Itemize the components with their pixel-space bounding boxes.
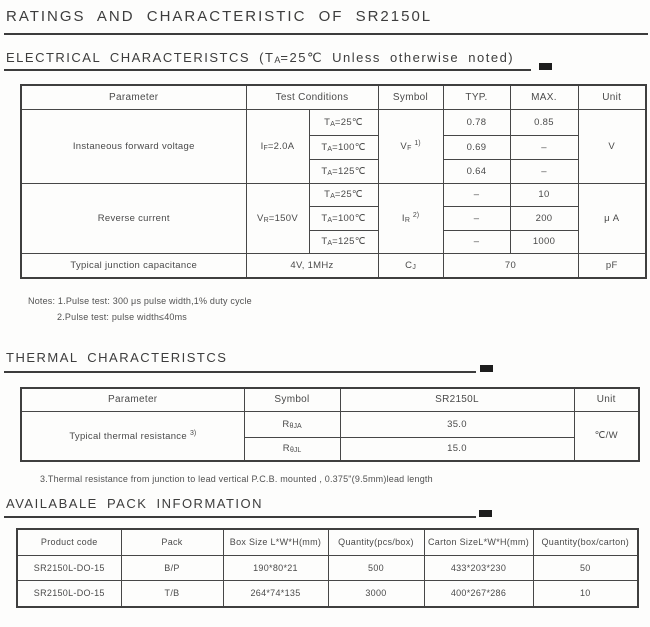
cell-product-code: SR2150L-DO-15 — [17, 555, 121, 580]
subscript: A — [327, 145, 333, 153]
cell-max: – — [510, 135, 578, 159]
cell-temperature — [309, 183, 378, 206]
symbol-base: T — [321, 212, 328, 224]
cell-test-condition — [246, 109, 309, 183]
cell-max: 0.85 — [510, 109, 578, 135]
cell-typ: – — [443, 183, 510, 206]
symbol-base: R — [282, 443, 290, 455]
note-1: Notes: 1.Pulse test: 300 μs pulse width,1% duty cycle — [28, 296, 252, 306]
subscript: θJA — [289, 422, 302, 430]
cell-box-size: 190*80*21 — [223, 555, 328, 580]
cell-max: – — [510, 159, 578, 183]
cell-symbol — [378, 253, 443, 278]
superscript-note-ref: 3) — [189, 429, 197, 437]
cell-typ: – — [443, 230, 510, 253]
pack-row-bp — [17, 555, 638, 580]
cell-carton-size: 400*267*286 — [424, 580, 533, 607]
cell-quantity-carton: 50 — [533, 555, 638, 580]
symbol-base: T — [321, 236, 328, 247]
symbol-base: I — [401, 213, 405, 224]
col-header-product-code: Product code — [17, 529, 121, 555]
symbol-base: I — [260, 140, 264, 152]
heading-text: =25℃ Unless otherwise noted) — [280, 50, 515, 65]
thermal-underline — [4, 371, 476, 373]
cell-unit: ℃/W — [574, 411, 639, 461]
col-header-box-size: Box Size L*W*H(mm) — [223, 529, 328, 555]
cell-parameter: Typical junction capacitance — [21, 253, 246, 278]
cell-quantity-carton: 10 — [533, 580, 638, 607]
pack-underline — [4, 516, 476, 518]
subscript: J — [412, 263, 416, 271]
cell-temperature — [309, 109, 378, 135]
subscript: A — [330, 120, 335, 128]
cell-symbol — [378, 183, 443, 253]
subscript: F — [263, 144, 268, 152]
cell-symbol — [378, 109, 443, 183]
cell-quantity-box: 500 — [328, 555, 424, 580]
col-header-parameter: Parameter — [21, 388, 244, 411]
cell-parameter: Instaneous forward voltage — [21, 109, 246, 183]
symbol-base: V — [400, 141, 408, 152]
col-header-unit: Unit — [578, 85, 646, 109]
electrical-characteristics-table — [20, 84, 647, 279]
symbol-base: R — [282, 418, 290, 430]
condition-value: =25℃ — [334, 189, 363, 200]
note-2: 2.Pulse test: pulse width≤40ms — [57, 312, 188, 322]
subscript: A — [330, 193, 335, 200]
cell-max: 10 — [510, 183, 578, 206]
col-header-carton-size: Carton SizeL*W*H(mm) — [424, 529, 533, 555]
title-underline — [4, 33, 648, 35]
cell-max: 1000 — [510, 230, 578, 253]
condition-value: =125℃ — [332, 236, 366, 247]
cell-typ: – — [443, 206, 510, 230]
symbol-base: C — [405, 259, 413, 271]
col-header-part-number: SR2150L — [340, 388, 574, 411]
note-3: 3.Thermal resistance from junction to lead vertical P.C.B. mounted , 0.375"(9.5mm)lead length — [40, 474, 433, 484]
pack-row-tb — [17, 580, 638, 607]
cell-value: 35.0 — [340, 411, 574, 437]
pack-section-heading: AVAILABALE PACK INFORMATION — [6, 496, 264, 511]
section-end-marker — [479, 510, 492, 517]
symbol-base: T — [324, 189, 331, 200]
col-header-quantity-box: Quantity(pcs/box) — [328, 529, 424, 555]
section-end-marker — [539, 63, 552, 70]
symbol-base: T — [321, 165, 328, 177]
cell-carton-size: 433*203*230 — [424, 555, 533, 580]
subscript: A — [274, 55, 281, 65]
subscript: A — [327, 216, 333, 224]
cell-pack: B/P — [121, 555, 223, 580]
cell-symbol — [244, 411, 340, 437]
cell-value: 70 — [443, 253, 578, 278]
col-header-pack: Pack — [121, 529, 223, 555]
col-header-symbol: Symbol — [244, 388, 340, 411]
subscript: F — [407, 145, 412, 152]
symbol-base: T — [324, 116, 331, 128]
col-header-test-conditions: Test Conditions — [246, 85, 378, 109]
cell-typ: 0.78 — [443, 109, 510, 135]
subscript: θJL — [289, 447, 302, 455]
page-title: RATINGS AND CHARACTERISTIC OF SR2150L — [6, 8, 433, 25]
thermal-section-heading: THERMAL CHARACTERISTCS — [6, 350, 228, 365]
cell-parameter — [21, 411, 244, 461]
cell-test-condition — [246, 183, 309, 253]
cell-box-size: 264*74*135 — [223, 580, 328, 607]
col-header-quantity-carton: Quantity(box/carton) — [533, 529, 638, 555]
cell-symbol — [244, 437, 340, 461]
cell-typ: 0.69 — [443, 135, 510, 159]
cell-quantity-box: 3000 — [328, 580, 424, 607]
condition-value: =150V — [268, 212, 298, 224]
condition-value: =25℃ — [334, 116, 363, 128]
condition-value: =100℃ — [332, 141, 366, 153]
parameter-text: Typical thermal resistance — [69, 430, 187, 442]
cell-parameter: Reverse current — [21, 183, 246, 253]
cell-temperature — [309, 206, 378, 230]
cell-temperature — [309, 135, 378, 159]
subscript: A — [327, 169, 333, 177]
col-header-parameter: Parameter — [21, 85, 246, 109]
cell-product-code: SR2150L-DO-15 — [17, 580, 121, 607]
electrical-underline — [4, 69, 531, 71]
col-header-symbol: Symbol — [378, 85, 443, 109]
condition-value: =125℃ — [332, 165, 366, 177]
condition-value: =2.0A — [267, 140, 295, 152]
cell-max: 200 — [510, 206, 578, 230]
cell-unit: pF — [578, 253, 646, 278]
superscript-note-ref: 2) — [412, 212, 420, 219]
subscript: R — [263, 216, 269, 224]
section-end-marker — [480, 365, 493, 372]
cell-unit: V — [578, 109, 646, 183]
condition-value: =100℃ — [332, 212, 366, 224]
heading-text: ELECTRICAL CHARACTERISTCS (T — [6, 50, 275, 65]
cell-unit: μ A — [578, 183, 646, 253]
cell-pack: T/B — [121, 580, 223, 607]
electrical-section-heading — [6, 50, 514, 66]
cell-typ: 0.64 — [443, 159, 510, 183]
cell-test-condition: 4V, 1MHz — [246, 253, 378, 278]
col-header-typ: TYP. — [443, 85, 510, 109]
cell-temperature — [309, 230, 378, 253]
cell-value: 15.0 — [340, 437, 574, 461]
cell-temperature — [309, 159, 378, 183]
col-header-max: MAX. — [510, 85, 578, 109]
symbol-base: V — [257, 212, 264, 224]
subscript: A — [327, 240, 333, 247]
symbol-base: T — [321, 141, 328, 153]
thermal-characteristics-table — [20, 387, 640, 462]
subscript: R — [404, 217, 410, 224]
superscript-note-ref: 1) — [414, 140, 421, 147]
pack-information-table — [16, 528, 639, 608]
col-header-unit: Unit — [574, 388, 639, 411]
